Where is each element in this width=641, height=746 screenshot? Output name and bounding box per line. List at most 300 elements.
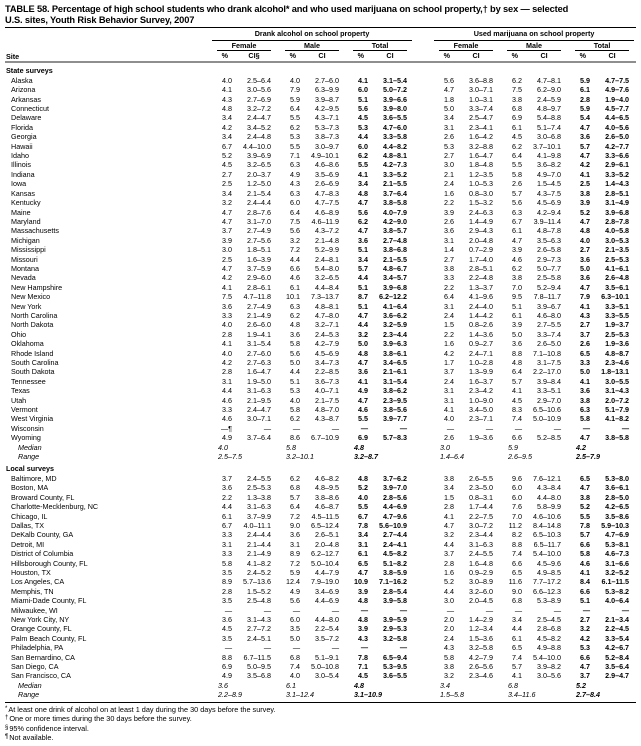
value-cell: 5.4–10.0 (533, 549, 562, 559)
value-cell: 4.6–8.9 (315, 207, 339, 217)
value-cell: 4.7 (444, 520, 455, 530)
column-gap (414, 160, 432, 169)
table-row (5, 104, 636, 113)
value-cell: 3.7 (444, 367, 455, 377)
subheader-male-marijuana: Male (500, 41, 568, 51)
table-row (5, 95, 636, 104)
value-cell: 4.7–9.6 (383, 511, 408, 521)
value-cell: 3.9 (222, 235, 232, 245)
value-cell: 3.6 (512, 339, 523, 349)
value-cell: 4.6 (580, 558, 591, 568)
value-cell: 2.4 (444, 179, 455, 189)
value-cell: 2.6–4.8 (605, 273, 630, 283)
value-cell: 3.3 (444, 273, 455, 283)
site-cell: Missouri (11, 254, 38, 264)
site-cell: Utah (11, 395, 27, 405)
value-cell: 4.4 (290, 367, 300, 377)
column-gap (414, 568, 432, 577)
value-cell: 2.6–5.1 (315, 530, 339, 540)
table-row (5, 414, 636, 423)
value-cell: 3.4 (444, 113, 455, 123)
value-cell: 6.1 (290, 282, 300, 292)
title-rule (5, 27, 636, 28)
value-cell: 5.6 (290, 348, 300, 358)
value-cell: 2.8 (580, 94, 591, 104)
value-cell: 3.4 (222, 188, 232, 198)
value-cell: 2.8–7.6 (247, 207, 271, 217)
value-cell: 3.1 (444, 122, 455, 132)
value-cell: 3.3 (222, 549, 232, 559)
value-cell: 5.9 (290, 567, 300, 577)
value-cell: 7.8 (580, 520, 591, 530)
value-cell: — (582, 423, 591, 433)
value-cell: 3.3–5.2 (605, 169, 630, 179)
value-cell: 4.4–8.0 (315, 614, 339, 624)
value-cell: 3.6 (580, 132, 591, 142)
table-row (5, 405, 636, 414)
site-cell: Alaska (11, 75, 33, 85)
value-cell: 3.4 (222, 132, 232, 142)
site-cell: Los Angeles, CA (11, 577, 65, 587)
value-cell: — (360, 605, 368, 615)
site-cell: Tennessee (11, 376, 46, 386)
value-cell: 2.7 (444, 151, 455, 161)
value-cell: 4.4–8.0 (537, 492, 562, 502)
footnote-rule (5, 702, 636, 703)
value-cell: 4.7 (580, 282, 591, 292)
value-cell: 3.9–6.9 (247, 151, 271, 161)
value-cell: 2.1–5.5 (383, 254, 408, 264)
value-cell: 1.5–5.8 (440, 690, 465, 700)
value-cell: 4.9–8.5 (537, 567, 562, 577)
value-cell: 2.4–8.1 (315, 254, 339, 264)
value-cell: 2.1–3.5 (605, 245, 630, 255)
value-cell: 3.7–6.2 (383, 473, 408, 483)
value-cell: 6.1–11.5 (601, 577, 630, 587)
value-cell: 4.8 (358, 614, 368, 624)
value-cell: 2.8–5.4 (383, 586, 408, 596)
value-cell: 4.7 (580, 122, 591, 132)
value-cell: 5.1–9.1 (315, 652, 339, 662)
site-cell: Palm Beach County, FL (11, 633, 87, 643)
footnotes (5, 705, 636, 743)
value-cell: 2.4 (444, 633, 455, 643)
value-cell: 2.2–8.5 (315, 367, 339, 377)
value-cell: 3.8–7.3 (315, 132, 339, 142)
value-cell: 5.3 (290, 386, 300, 396)
value-cell: 7.3–13.7 (311, 292, 339, 302)
value-cell: 6.2 (290, 414, 300, 424)
value-cell: 4.2 (576, 442, 587, 452)
site-cell: Orange County, FL (11, 624, 72, 634)
value-cell: 5.0 (290, 633, 300, 643)
value-cell: 4.1 (580, 376, 591, 386)
value-cell: 3.5 (222, 596, 232, 606)
value-cell: 2.0 (444, 624, 455, 634)
value-cell: 5.9 (508, 442, 519, 452)
value-cell: 5.8 (290, 339, 300, 349)
value-cell: 3.3–5.1 (537, 386, 562, 396)
value-cell: 5.0 (512, 329, 523, 339)
value-cell: 4.2 (222, 273, 232, 283)
value-cell: 4.5 (222, 624, 232, 634)
value-cell: 7.4 (290, 662, 300, 671)
value-cell: 2.0–4.8 (315, 539, 339, 549)
value-cell: 4.7 (358, 310, 368, 320)
value-cell: 1.8 (444, 94, 455, 104)
table-row (5, 377, 636, 386)
value-cell: 1.6–4.8 (469, 558, 494, 568)
value-cell: 3.2–6.5 (247, 160, 271, 170)
value-cell: 7.7–17.2 (533, 577, 562, 587)
value-cell: 4.9–7.0 (537, 169, 562, 179)
table-row (5, 671, 636, 680)
value-cell: 6.5–12.4 (311, 520, 339, 530)
value-cell: 5.1 (290, 376, 300, 386)
value-cell: 2.4–5.9 (537, 94, 562, 104)
value-cell: 6.2 (290, 473, 300, 483)
value-cell: — (553, 605, 562, 615)
col-header-ci: CI (370, 51, 414, 62)
value-cell: 3.9 (512, 320, 523, 330)
value-cell: 8.9 (290, 549, 300, 559)
table-row (5, 123, 636, 132)
value-cell: — (360, 423, 368, 433)
value-cell: 4.0 (290, 671, 300, 681)
value-cell: 3.7 (444, 549, 455, 559)
value-cell: 5.1 (358, 94, 368, 104)
value-cell: 3.9–5.8 (383, 596, 408, 606)
value-cell: 3.9–6.3 (383, 339, 408, 349)
site-cell: Mississippi (11, 245, 46, 255)
value-cell: 6.2 (512, 263, 523, 273)
value-cell: 6.5–10.3 (533, 530, 562, 540)
value-cell: 3.9 (358, 624, 368, 634)
value-cell: 4.0–5.6 (605, 122, 630, 132)
value-cell: 1.4–4.2 (469, 310, 494, 320)
value-cell: 3.2–5.9 (383, 320, 408, 330)
value-cell: 2.6–9.5 (508, 452, 533, 462)
column-gap (414, 226, 432, 235)
value-cell: 1.5 (444, 320, 455, 330)
table-row (5, 198, 636, 207)
value-cell: 4.8–6.7 (383, 263, 408, 273)
value-cell: 6.8 (508, 680, 519, 690)
value-cell: 4.1 (358, 376, 368, 386)
value-cell: 6.9 (222, 662, 232, 671)
value-cell: 4.9 (290, 586, 300, 596)
table-row (5, 208, 636, 217)
value-cell: 7.2 (290, 511, 300, 521)
value-cell: 1.9–4.0 (605, 94, 630, 104)
value-cell: 3.7–6.4 (247, 433, 271, 443)
value-cell: 6.2 (290, 310, 300, 320)
value-cell: 6.6 (580, 539, 591, 549)
value-cell: — (360, 643, 368, 653)
value-cell: 4.7–11.8 (243, 292, 271, 302)
value-cell: 4.1 (512, 671, 523, 681)
value-cell: 2.8–5.0 (605, 492, 630, 502)
value-cell: 3.0–6.8 (537, 132, 562, 142)
value-cell: 4.9 (222, 433, 232, 443)
value-cell: 3.2–8.7 (354, 452, 378, 462)
value-cell: 3.8 (444, 662, 455, 671)
table-row (5, 681, 636, 690)
value-cell: — (292, 643, 300, 653)
value-cell: 3.5–6.8 (247, 671, 271, 681)
value-cell: 4.4–8.4 (315, 282, 339, 292)
value-cell: 2.5–4.7 (469, 113, 494, 123)
value-cell: 5.4 (580, 113, 591, 123)
value-cell: 5.7 (580, 530, 591, 540)
value-cell: 4.3 (358, 633, 368, 643)
value-cell: 3.7 (580, 329, 591, 339)
value-cell: 3.6 (218, 680, 228, 690)
value-cell: 6.4 (290, 207, 300, 217)
value-cell: 5.1 (512, 301, 523, 311)
site-cell: Memphis, TN (11, 586, 54, 596)
table-row (5, 160, 636, 169)
site-cell: Maryland (11, 216, 41, 226)
subheader-female-alcohol: Female (210, 41, 278, 51)
value-cell: 6.6–12.3 (533, 586, 562, 596)
value-cell: 2.6 (512, 179, 523, 189)
value-cell: 6.4 (444, 292, 455, 302)
column-gap (414, 530, 432, 539)
site-cell: Texas (11, 386, 30, 396)
value-cell: 9.0 (512, 586, 523, 596)
value-cell: 6.8 (290, 483, 300, 493)
value-cell: 4.4 (358, 320, 368, 330)
value-cell: 4.7–6.0 (383, 122, 408, 132)
value-cell: 4.9 (290, 169, 300, 179)
site-cell: New Mexico (11, 292, 51, 302)
value-cell: 4.9–8.8 (537, 643, 562, 653)
value-cell: — (446, 423, 455, 433)
site-cell: Delaware (11, 113, 42, 123)
value-cell: 2.4–4.4 (247, 198, 271, 208)
table-row (5, 396, 636, 405)
table-row (5, 653, 636, 662)
value-cell: 6.2 (290, 122, 300, 132)
value-cell: 5.0–10.8 (311, 662, 339, 671)
value-cell: 4.5 (358, 671, 368, 681)
value-cell: 3.1 (444, 395, 455, 405)
value-cell: 2.1–5.4 (247, 188, 271, 198)
value-cell: 4.1 (358, 75, 368, 85)
value-cell: 1.3–3.8 (247, 492, 271, 502)
value-cell: 3.7 (580, 671, 591, 681)
value-cell: 4.4 (358, 273, 368, 283)
value-cell: 4.9 (358, 386, 368, 396)
value-cell: 6.3–9.9 (315, 85, 339, 95)
value-cell: 3.4–5.2 (247, 122, 271, 132)
value-cell: 3.8–6.8 (383, 245, 408, 255)
value-cell: 4.8–9.5 (315, 483, 339, 493)
column-gap (414, 302, 432, 311)
value-cell: 3.3–5.1 (605, 301, 630, 311)
value-cell: 2.5–5.3 (605, 329, 630, 339)
value-cell: 2.8 (444, 558, 455, 568)
site-cell: San Diego, CA (11, 662, 59, 671)
value-cell: 4.1 (222, 339, 232, 349)
value-cell: 6.0 (358, 85, 368, 95)
value-cell: 2.4–4.8 (247, 132, 271, 142)
table-row (5, 549, 636, 558)
value-cell: 2.8–6.8 (537, 624, 562, 634)
column-gap (414, 474, 432, 483)
value-cell: — (263, 643, 271, 653)
value-cell: 4.6–8.6 (315, 160, 339, 170)
table-row (5, 577, 636, 586)
value-cell: 5.1 (358, 245, 368, 255)
value-cell: 2.1–4.9 (247, 549, 271, 559)
value-cell: 2.4–5.5 (469, 549, 494, 559)
value-cell: 2.7–5.6 (247, 235, 271, 245)
value-cell: 4.6 (222, 395, 232, 405)
value-cell: 6.2 (512, 75, 523, 85)
value-cell: 1.4–6.4 (440, 452, 465, 462)
value-cell: 5.4–8.0 (315, 263, 339, 273)
value-cell: 4.5–11.5 (311, 511, 339, 521)
column-gap (414, 189, 432, 198)
value-cell: 3.6 (290, 530, 300, 540)
value-cell: 5.2 (358, 483, 368, 493)
value-cell: 4.4–10.0 (243, 141, 271, 151)
site-cell: Median (18, 442, 42, 452)
value-cell: 6.1 (512, 633, 523, 643)
value-cell: 2.2–5.4 (315, 624, 339, 634)
site-cell: South Carolina (11, 358, 59, 367)
value-cell: 4.1 (358, 169, 368, 179)
value-cell: 5.1–7.9 (605, 405, 630, 415)
value-cell: 3.4 (440, 680, 451, 690)
column-gap (414, 217, 432, 226)
value-cell: 5.8 (580, 414, 591, 424)
value-cell: 6.0 (358, 141, 368, 151)
footnote-not-available: ¶Not available. (5, 733, 54, 743)
value-cell: 2.9–7.0 (537, 395, 562, 405)
value-cell: 6.1 (512, 226, 523, 236)
table-row (5, 606, 636, 615)
value-cell: 6.5 (580, 473, 591, 483)
value-cell: 2.1 (444, 169, 455, 179)
value-cell: 3.8 (580, 492, 591, 502)
value-cell: 4.7 (358, 358, 368, 367)
value-cell: 4.7 (580, 433, 591, 443)
value-cell: 3.1–5.4 (247, 339, 271, 349)
value-cell: 4.8 (512, 358, 523, 367)
value-cell: 3.9–7.7 (383, 414, 408, 424)
site-cell: Rhode Island (11, 348, 54, 358)
value-cell: 2.4–7.1 (469, 348, 494, 358)
value-cell: 2.2–7.5 (469, 511, 494, 521)
value-cell: 3.7 (222, 473, 232, 483)
site-cell: Milwaukee, WI (11, 605, 58, 615)
value-cell: 2.4 (444, 310, 455, 320)
value-cell: 4.5–9.6 (537, 558, 562, 568)
value-cell: 7.2 (290, 245, 300, 255)
value-cell: 3.3 (222, 405, 232, 415)
value-cell: 3.6–7.3 (315, 376, 339, 386)
value-cell: 4.2 (580, 633, 591, 643)
value-cell: 5.5 (358, 160, 368, 170)
value-cell: 2.4 (444, 376, 455, 386)
value-cell: 4.7–8.1 (537, 75, 562, 85)
column-gap (414, 690, 432, 699)
value-cell: 1.7–4.4 (469, 502, 494, 512)
value-cell: 7.8–11.7 (533, 292, 562, 302)
column-gap (414, 349, 432, 358)
value-cell: 4.4 (222, 502, 232, 512)
table-row (5, 76, 636, 85)
value-cell: 3.9–8.7 (315, 94, 339, 104)
value-cell: 6.1 (222, 511, 232, 521)
value-cell: 0.9–2.9 (469, 567, 494, 577)
value-cell: 6.6 (512, 558, 523, 568)
value-cell: 8.3 (512, 405, 523, 415)
value-cell: 4.4–7.9 (315, 567, 339, 577)
value-cell: 8.8 (222, 652, 232, 662)
column-gap (414, 113, 432, 122)
value-cell: 6.1 (512, 310, 523, 320)
value-cell: 5.9 (290, 94, 300, 104)
value-cell: 3.6 (222, 614, 232, 624)
table-row (5, 433, 636, 442)
table-row (5, 596, 636, 605)
value-cell: 4.7 (512, 235, 523, 245)
site-cell: Chicago, IL (11, 511, 48, 521)
value-cell: 3.8 (580, 188, 591, 198)
value-cell: 3.2 (290, 235, 300, 245)
value-cell: 1.6–4.2 (469, 132, 494, 142)
value-cell: 3.0–7.1 (469, 85, 494, 95)
value-cell: 5.0 (580, 263, 591, 273)
value-cell: 4.0–6.4 (605, 596, 630, 606)
table-row (5, 273, 636, 282)
value-cell: 2.5 (222, 254, 232, 264)
value-cell: 4.3–7.5 (537, 188, 562, 198)
column-gap (414, 283, 432, 292)
value-cell: 6.6 (580, 586, 591, 596)
column-gap (414, 208, 432, 217)
value-cell: 3.4 (222, 113, 232, 123)
value-cell: 2.1–4.9 (247, 310, 271, 320)
value-cell: 1.5–3.2 (469, 198, 494, 208)
value-cell: 1.4–3.6 (469, 329, 494, 339)
value-cell: 6.2 (358, 151, 368, 161)
value-cell: 1.4–4.9 (469, 216, 494, 226)
value-cell: 3.7–6.4 (383, 188, 408, 198)
value-cell: 3.1–5.4 (383, 376, 408, 386)
column-gap (414, 452, 432, 461)
value-cell: 5.9–10.3 (601, 520, 630, 530)
table-row (5, 245, 636, 254)
value-cell: 2.7–4.9 (247, 226, 271, 236)
site-cell: San Bernardino, CA (11, 652, 75, 662)
value-cell: 4.4 (512, 624, 523, 634)
value-cell: 3.1 (444, 235, 455, 245)
value-cell: 3.2–10.1 (286, 452, 314, 462)
column-gap (414, 643, 432, 652)
table-row (5, 302, 636, 311)
value-cell: 3.2 (358, 329, 368, 339)
value-cell: 5.7 (290, 492, 300, 502)
table-row (5, 662, 636, 671)
value-cell: 6.7–10.9 (311, 433, 339, 443)
value-cell: 3.2–5.2 (605, 567, 630, 577)
value-cell: 4.7 (222, 263, 232, 273)
